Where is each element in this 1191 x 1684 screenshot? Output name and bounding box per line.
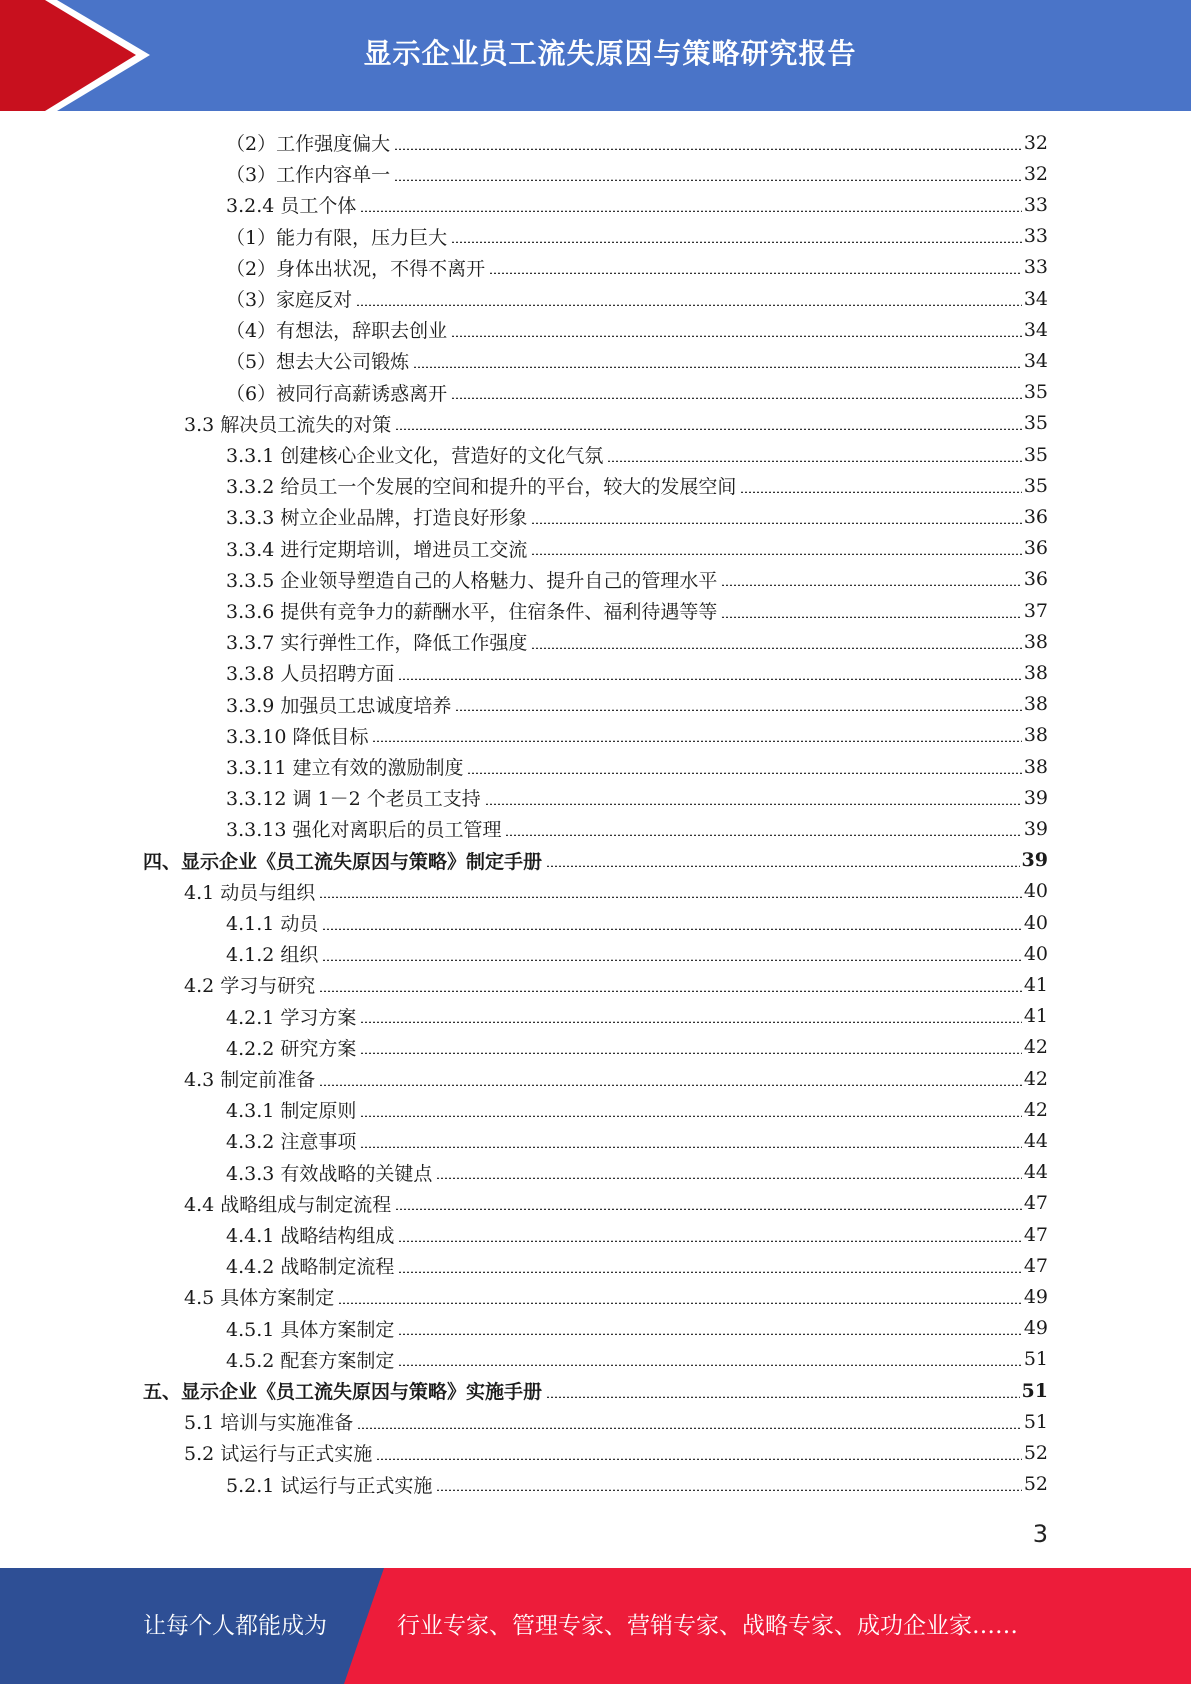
toc-entry-page: 38 <box>1023 755 1048 778</box>
toc-dot-leader <box>360 210 1021 212</box>
toc-dot-leader <box>398 1240 1021 1242</box>
toc-dot-leader <box>360 1146 1021 1148</box>
toc-dot-leader <box>451 397 1022 399</box>
toc-entry-page: 34 <box>1023 287 1048 310</box>
toc-entry-label: 4.3 制定前准备 <box>184 1069 316 1091</box>
toc-entry-page: 32 <box>1023 162 1048 185</box>
toc-entry-label: 3.3.2 给员工一个发展的空间和提升的平台，较大的发展空间 <box>226 476 737 499</box>
toc-entry-label: 4.5.1 具体方案制定 <box>226 1318 395 1341</box>
toc-entry[interactable] <box>226 907 1048 938</box>
toc-entry-label: 3.3.11 建立有效的激励制度 <box>226 757 464 779</box>
toc-entry-page: 33 <box>1023 256 1048 279</box>
toc-entry[interactable] <box>184 1406 1048 1437</box>
toc-dot-leader <box>485 803 1022 805</box>
toc-entry-label: 4.3.3 有效战略的关键点 <box>226 1162 433 1185</box>
toc-dot-leader <box>413 366 1022 368</box>
toc-dot-leader <box>531 647 1021 649</box>
toc-entry[interactable] <box>226 283 1048 314</box>
toc-entry[interactable] <box>184 876 1048 907</box>
toc-entry-label: 5.2.1 试运行与正式实施 <box>226 1474 433 1497</box>
toc-entry-label: （2）工作强度偏大 <box>226 133 391 155</box>
toc-entry-label: 3.3.10 降低目标 <box>226 725 369 748</box>
toc-entry-page: 51 <box>1021 1379 1048 1402</box>
toc-entry-page: 36 <box>1023 537 1048 560</box>
toc-dot-leader <box>546 865 1020 867</box>
toc-dot-leader <box>395 1208 1022 1210</box>
toc-entry-label: 3.3.1 创建核心企业文化，营造好的文化气氛 <box>226 445 604 467</box>
toc-entry-label: 3.3.3 树立企业品牌，打造良好形象 <box>226 507 528 530</box>
toc-entry-label: （3）家庭反对 <box>226 289 353 311</box>
toc-entry-page: 52 <box>1023 1441 1048 1464</box>
toc-entry-page: 51 <box>1023 1348 1048 1371</box>
toc-entry[interactable] <box>226 689 1048 720</box>
toc-entry[interactable] <box>226 1125 1048 1156</box>
toc-entry[interactable] <box>184 1063 1048 1094</box>
toc-entry-page: 35 <box>1023 412 1048 435</box>
header-red-arrow <box>0 0 136 111</box>
toc-dot-leader <box>398 1271 1021 1273</box>
toc-entry[interactable] <box>226 158 1048 189</box>
toc-dot-leader <box>395 428 1022 430</box>
toc-entry-label: 3.3.13 强化对离职后的员工管理 <box>226 819 502 842</box>
toc-dot-leader <box>531 522 1021 524</box>
toc-entry-label: 4.1.2 组织 <box>226 944 319 967</box>
toc-entry[interactable] <box>226 1250 1048 1281</box>
toc-entry-page: 40 <box>1023 880 1048 903</box>
page-footer <box>0 1568 1191 1684</box>
toc-entry[interactable] <box>226 439 1048 470</box>
toc-entry-page: 38 <box>1023 661 1048 684</box>
toc-entry-label: 4.3.1 制定原则 <box>226 1100 357 1123</box>
toc-entry[interactable] <box>184 1188 1048 1219</box>
toc-dot-leader <box>398 678 1021 680</box>
toc-entry-page: 47 <box>1023 1223 1048 1246</box>
toc-dot-leader <box>319 896 1022 898</box>
toc-entry-page: 42 <box>1023 1098 1048 1121</box>
toc-dot-leader <box>505 834 1021 836</box>
toc-dot-leader <box>398 1364 1021 1366</box>
toc-dot-leader <box>398 1333 1021 1335</box>
toc-entry[interactable] <box>226 1094 1048 1125</box>
toc-dot-leader <box>360 1021 1021 1023</box>
toc-entry[interactable] <box>226 564 1048 595</box>
footer-slogan-left: 让每个人都能成为 <box>143 1613 327 1639</box>
toc-entry-label: 3.3.5 企业领导塑造自己的人格魅力、提升自己的管理水平 <box>226 569 718 592</box>
toc-entry-label: 4.3.2 注意事项 <box>226 1131 357 1154</box>
toc-entry-label: 4.1.1 动员 <box>226 913 319 935</box>
toc-entry-page: 39 <box>1023 817 1048 840</box>
toc-entry-page: 38 <box>1023 693 1048 716</box>
toc-entry[interactable] <box>143 845 1048 876</box>
toc-entry-page: 33 <box>1023 193 1048 216</box>
toc-entry[interactable] <box>226 657 1048 688</box>
document-title: 显示企业员工流失原因与策略研究报告 <box>363 37 857 70</box>
toc-entry-label: （5）想去大公司锻炼 <box>226 351 410 374</box>
toc-entry-page: 36 <box>1023 505 1048 528</box>
toc-entry-label: （4）有想法，辞职去创业 <box>226 320 448 343</box>
toc-entry[interactable] <box>226 938 1048 969</box>
toc-entry-label: 3.3.6 提供有竞争力的薪酬水平，住宿条件、福利待遇等等 <box>226 601 718 623</box>
toc-entry-page: 33 <box>1023 225 1048 248</box>
toc-entry-page: 35 <box>1023 474 1048 497</box>
toc-entry[interactable] <box>226 377 1048 408</box>
toc-entry-page: 44 <box>1023 1161 1048 1184</box>
toc-entry[interactable] <box>226 782 1048 813</box>
toc-entry[interactable] <box>226 470 1048 501</box>
toc-entry-label: 4.4 战略组成与制定流程 <box>184 1193 392 1216</box>
toc-entry[interactable] <box>226 221 1048 252</box>
toc-entry-page: 32 <box>1023 131 1048 154</box>
toc-entry-label: 5.1 培训与实施准备 <box>184 1412 354 1435</box>
toc-dot-leader <box>357 1427 1022 1429</box>
toc-entry[interactable] <box>184 969 1048 1000</box>
toc-entry-page: 41 <box>1023 1005 1048 1028</box>
toc-entry-label: 4.4.2 战略制定流程 <box>226 1256 395 1279</box>
toc-entry-label: 3.3 解决员工流失的对策 <box>184 413 392 436</box>
toc-entry-page: 47 <box>1023 1192 1048 1215</box>
toc-entry[interactable] <box>226 1032 1048 1063</box>
toc-entry-label: （6）被同行高薪诱惑离开 <box>226 382 448 405</box>
toc-dot-leader <box>436 1177 1021 1179</box>
toc-dot-leader <box>322 959 1021 961</box>
toc-entry[interactable] <box>184 1281 1048 1312</box>
toc-entry[interactable] <box>226 1469 1048 1500</box>
toc-entry-label: 4.2.2 研究方案 <box>226 1037 357 1060</box>
toc-dot-leader <box>489 272 1022 274</box>
toc-entry-page: 34 <box>1023 349 1048 372</box>
toc-entry-page: 38 <box>1023 630 1048 653</box>
toc-entry-page: 37 <box>1023 599 1048 622</box>
toc-dot-leader <box>394 148 1022 150</box>
toc-entry[interactable] <box>226 1219 1048 1250</box>
toc-entry-label: 五、显示企业《员工流失原因与策略》实施手册 <box>143 1381 543 1403</box>
toc-entry[interactable] <box>226 1157 1048 1188</box>
toc-entry[interactable] <box>184 1437 1048 1468</box>
toc-entry[interactable] <box>226 751 1048 782</box>
toc-entry-label: 4.5 具体方案制定 <box>184 1287 335 1310</box>
toc-entry-page: 47 <box>1023 1254 1048 1277</box>
footer-slogan-right: 行业专家、管理专家、营销专家、战略专家、成功企业家…… <box>397 1613 1018 1639</box>
toc-dot-leader <box>740 491 1021 493</box>
toc-entry[interactable] <box>226 127 1048 158</box>
toc-dot-leader <box>531 553 1021 555</box>
toc-entry[interactable] <box>226 314 1048 345</box>
toc-dot-leader <box>319 1084 1022 1086</box>
toc-entry[interactable] <box>226 345 1048 376</box>
toc-entry-page: 49 <box>1023 1285 1048 1308</box>
toc-entry[interactable] <box>226 1344 1048 1375</box>
toc-entry[interactable] <box>226 720 1048 751</box>
toc-entry-label: 4.1 动员与组织 <box>184 881 316 904</box>
toc-entry[interactable] <box>226 533 1048 564</box>
toc-entry-label: 4.5.2 配套方案制定 <box>226 1349 395 1372</box>
toc-entry[interactable] <box>226 1313 1048 1344</box>
toc-dot-leader <box>546 1396 1020 1398</box>
toc-dot-leader <box>360 1052 1021 1054</box>
toc-dot-leader <box>376 1458 1022 1460</box>
toc-entry-page: 42 <box>1023 1067 1048 1090</box>
toc-dot-leader <box>372 740 1021 742</box>
toc-entry-label: （1）能力有限，压力巨大 <box>226 226 448 249</box>
toc-dot-leader <box>322 928 1021 930</box>
toc-entry-label: 3.2.4 员工个体 <box>226 195 357 218</box>
toc-dot-leader <box>451 241 1022 243</box>
toc-entry-label: 3.3.8 人员招聘方面 <box>226 663 395 686</box>
toc-entry-page: 35 <box>1023 443 1048 466</box>
toc-entry-page: 40 <box>1023 911 1048 934</box>
toc-dot-leader <box>451 335 1022 337</box>
toc-entry-label: （2）身体出状况，不得不离开 <box>226 257 486 280</box>
toc-entry[interactable] <box>143 1375 1048 1406</box>
toc-dot-leader <box>721 616 1021 618</box>
toc-entry-label: 四、显示企业《员工流失原因与策略》制定手册 <box>143 850 543 873</box>
toc-entry-page: 44 <box>1023 1129 1048 1152</box>
toc-entry-page: 40 <box>1023 942 1048 965</box>
toc-dot-leader <box>319 990 1022 992</box>
toc-dot-leader <box>467 772 1021 774</box>
toc-dot-leader <box>721 584 1021 586</box>
toc-entry-page: 41 <box>1023 973 1048 996</box>
toc-entry-label: 4.2.1 学习方案 <box>226 1006 357 1029</box>
toc-dot-leader <box>338 1302 1022 1304</box>
toc-entry-page: 49 <box>1023 1317 1048 1340</box>
toc-dot-leader <box>356 304 1022 306</box>
toc-entry[interactable] <box>226 626 1048 657</box>
toc-entry[interactable] <box>226 1001 1048 1032</box>
toc-dot-leader <box>436 1489 1021 1491</box>
toc-entry[interactable] <box>226 813 1048 844</box>
toc-entry[interactable] <box>226 189 1048 220</box>
toc-entry-label: 3.3.4 进行定期培训，增进员工交流 <box>226 538 528 561</box>
toc-entry-label: 3.3.12 调 1－2 个老员工支持 <box>226 788 481 811</box>
toc-entry-label: 5.2 试运行与正式实施 <box>184 1443 373 1466</box>
toc-dot-leader <box>360 1115 1021 1117</box>
toc-entry-page: 35 <box>1023 381 1048 404</box>
toc-entry-page: 52 <box>1023 1473 1048 1496</box>
toc-entry-label: 3.3.9 加强员工忠诚度培养 <box>226 694 452 717</box>
toc-entry-page: 39 <box>1021 849 1048 872</box>
toc-entry[interactable] <box>226 595 1048 626</box>
toc-entry-label: 3.3.7 实行弹性工作，降低工作强度 <box>226 632 528 655</box>
toc-entry[interactable] <box>226 252 1048 283</box>
toc-entry[interactable] <box>184 408 1048 439</box>
toc-dot-leader <box>394 179 1022 181</box>
toc-dot-leader <box>607 460 1021 462</box>
toc-entry-label: 4.2 学习与研究 <box>184 975 316 998</box>
toc-entry-page: 51 <box>1023 1410 1048 1433</box>
toc-entry-page: 42 <box>1023 1036 1048 1059</box>
toc-entry-page: 39 <box>1023 786 1048 809</box>
toc-entry-page: 34 <box>1023 318 1048 341</box>
toc-entry[interactable] <box>226 501 1048 532</box>
toc-entry-page: 38 <box>1023 724 1048 747</box>
page-header <box>0 0 1191 111</box>
toc-dot-leader <box>455 709 1021 711</box>
toc-entry-label: （3）工作内容单一 <box>226 164 391 187</box>
toc-entry-page: 36 <box>1023 568 1048 591</box>
toc-entry-label: 4.4.1 战略结构组成 <box>226 1225 395 1247</box>
page-number: 3 <box>1032 1520 1048 1548</box>
